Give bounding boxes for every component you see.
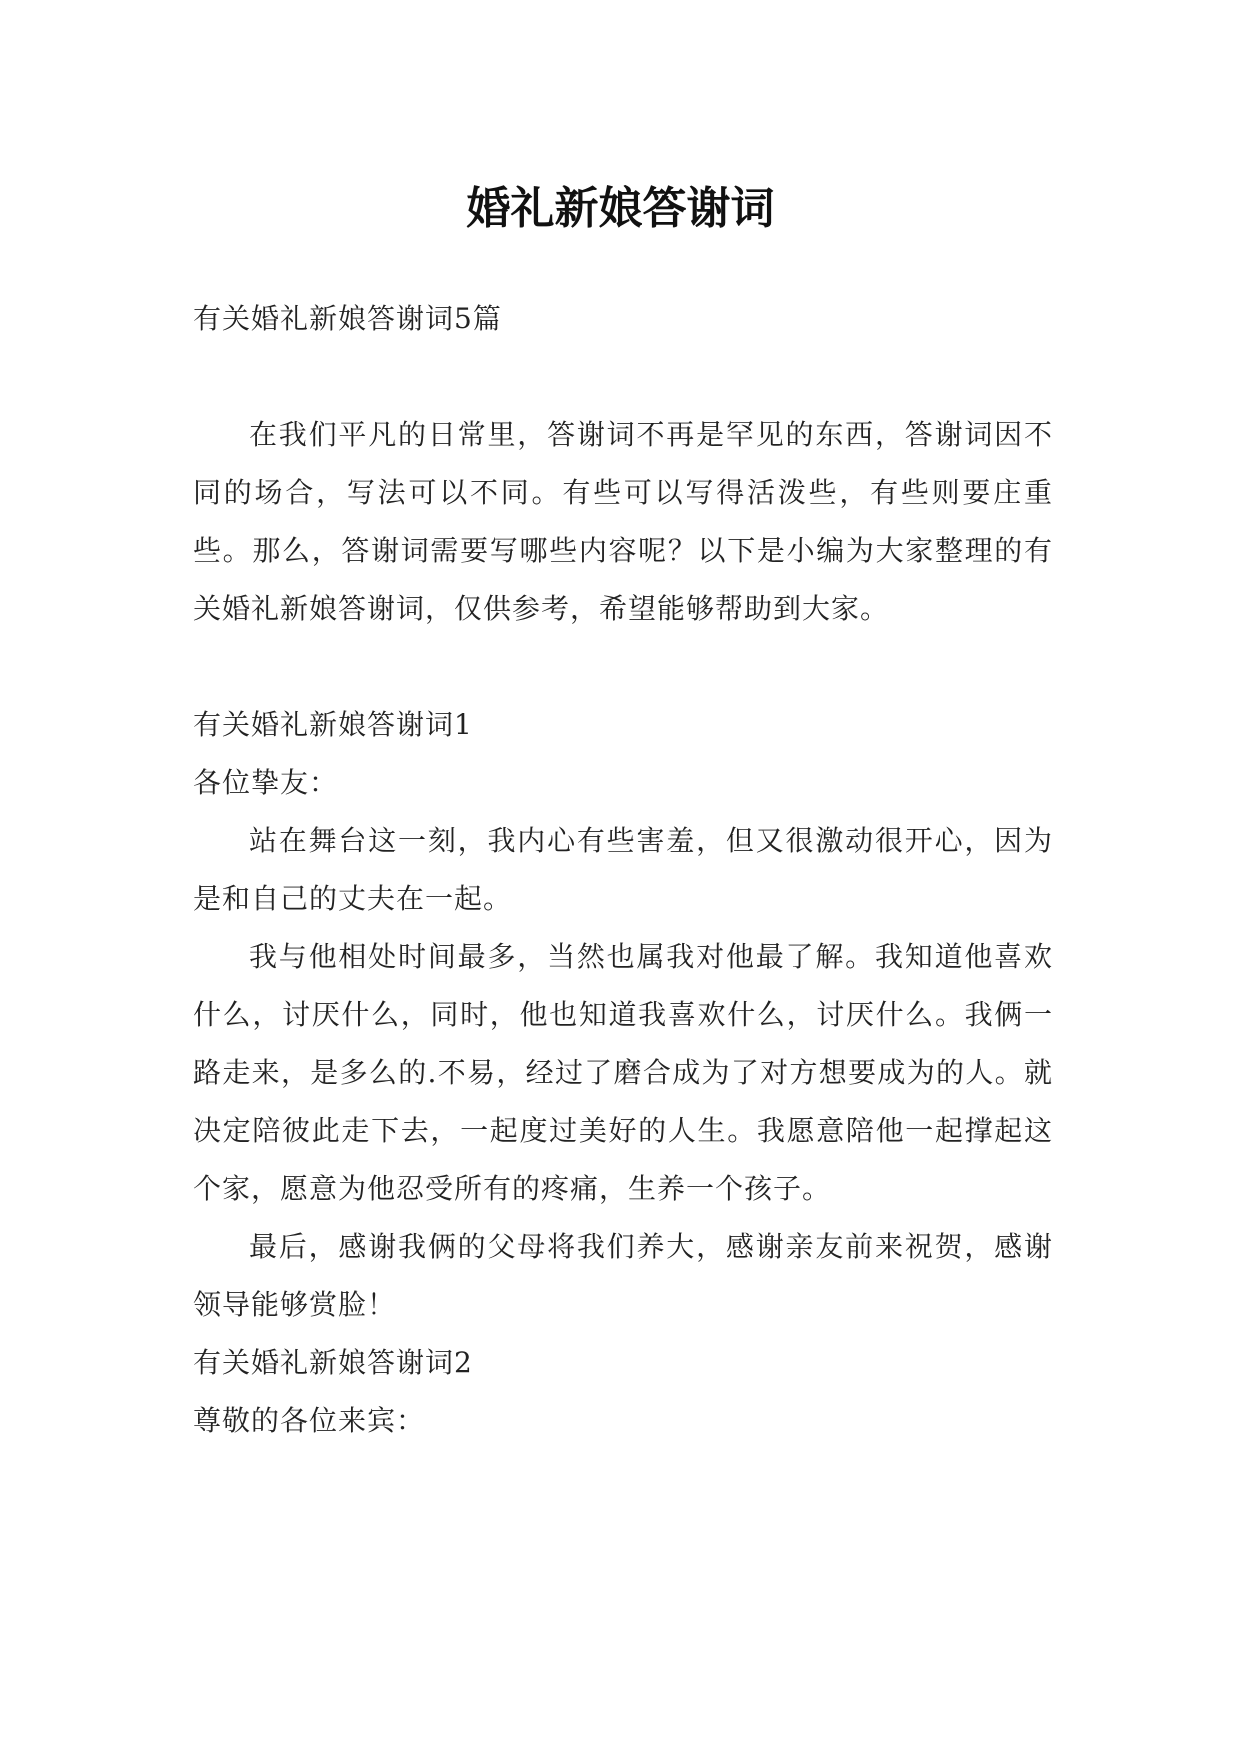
section-1-paragraph-3: 最后，感谢我俩的父母将我们养大，感谢亲友前来祝贺，感谢领导能够赏脸！ — [193, 1230, 1053, 1321]
section-heading-2: 有关婚礼新娘答谢词2 — [193, 1346, 473, 1379]
intro-paragraph: 在我们平凡的日常里，答谢词不再是罕见的东西，答谢词因不同的场合，写法可以不同。有些可以写得活泼些，有些则要庄重些。那么，答谢词需要写哪些内容呢？以下是小编为大家整理的有关婚礼新娘答谢词，仅供参考，希望能够帮助到大家。 — [193, 418, 1053, 625]
document-body — [193, 290, 1053, 1450]
section-1-paragraph-1: 站在舞台这一刻，我内心有些害羞，但又很激动很开心，因为是和自己的丈夫在一起。 — [193, 824, 1053, 915]
document-title: 婚礼新娘答谢词 — [466, 183, 775, 235]
section-1-paragraph-2: 我与他相处时间最多，当然也属我对他最了解。我知道他喜欢什么，讨厌什么，同时，他也知道我喜欢什么，讨厌什么。我俩一路走来，是多么的.不易，经过了磨合成为了对方想要成为的人。就决定陪彼此走下去，一起度过美好的人生。我愿意陪他一起撑起这个家，愿意为他忍受所有的疼痛，生养一个孩子。 — [193, 940, 1053, 1205]
document-subtitle: 有关婚礼新娘答谢词5篇 — [193, 302, 502, 335]
salutation-1: 各位挚友： — [193, 766, 339, 799]
section-heading-1: 有关婚礼新娘答谢词1 — [193, 708, 473, 741]
salutation-2: 尊敬的各位来宾： — [193, 1404, 426, 1437]
